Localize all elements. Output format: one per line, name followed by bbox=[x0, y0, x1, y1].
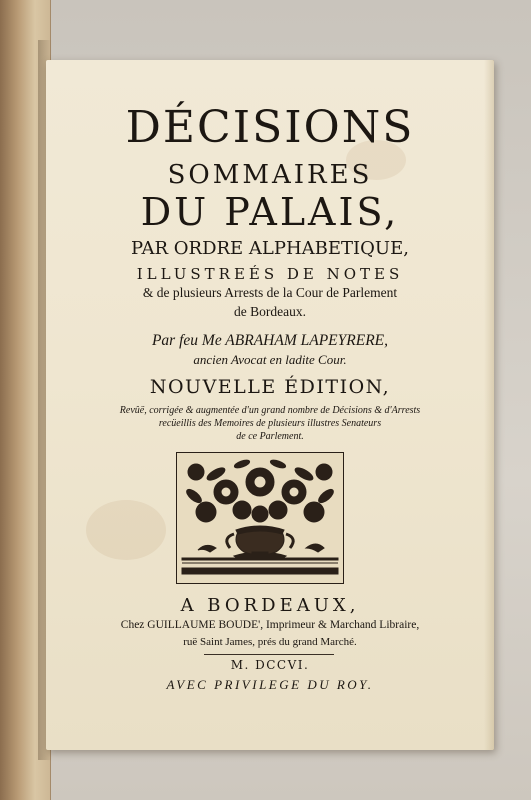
author-line: Par feu Me ABRAHAM LAPEYRERE, bbox=[151, 332, 389, 349]
edition-note-1: Revûë, corrigée & augmentée d'un grand nombre de Décisions & d'Arrests bbox=[119, 405, 421, 416]
imprint-rule bbox=[204, 654, 334, 655]
edition-line: NOUVELLE ÉDITION, bbox=[149, 376, 391, 398]
imprint-city: A BORDEAUX, bbox=[180, 595, 360, 616]
foxing-spot bbox=[86, 500, 166, 560]
subtitle-ordre: PAR ORDRE ALPHABETIQUE, bbox=[131, 238, 409, 259]
edition-note-3: de ce Parlement. bbox=[236, 431, 304, 442]
imprint-address: ruë Saint James, prés du grand Marché. bbox=[183, 636, 357, 648]
title-sommaires: SOMMAIRES bbox=[167, 160, 373, 190]
title-du-palais: DU PALAIS, bbox=[140, 190, 400, 234]
subtitle-illustrees: ILLUSTREÉS DE NOTES bbox=[136, 265, 404, 283]
imprint-privilege: AVEC PRIVILEGE DU ROY. bbox=[166, 677, 374, 692]
subtitle-bordeaux: de Bordeaux. bbox=[234, 304, 306, 319]
edition-note-2: recüeillis des Memoires de plusieurs illustres Senateurs bbox=[158, 418, 382, 429]
title-decisions: DÉCISIONS bbox=[125, 102, 415, 153]
author-role: ancien Avocat en ladite Cour. bbox=[193, 352, 347, 367]
subtitle-arrests: & de plusieurs Arrests de la Cour de Parlement bbox=[142, 285, 398, 300]
flower-vase-woodcut-icon bbox=[176, 452, 344, 584]
imprint-date: M. DCCVI. bbox=[230, 658, 310, 672]
imprint-printer: Chez GUILLAUME BOUDE', Imprimeur & Marchand Libraire, bbox=[120, 619, 420, 631]
title-page bbox=[46, 60, 494, 750]
